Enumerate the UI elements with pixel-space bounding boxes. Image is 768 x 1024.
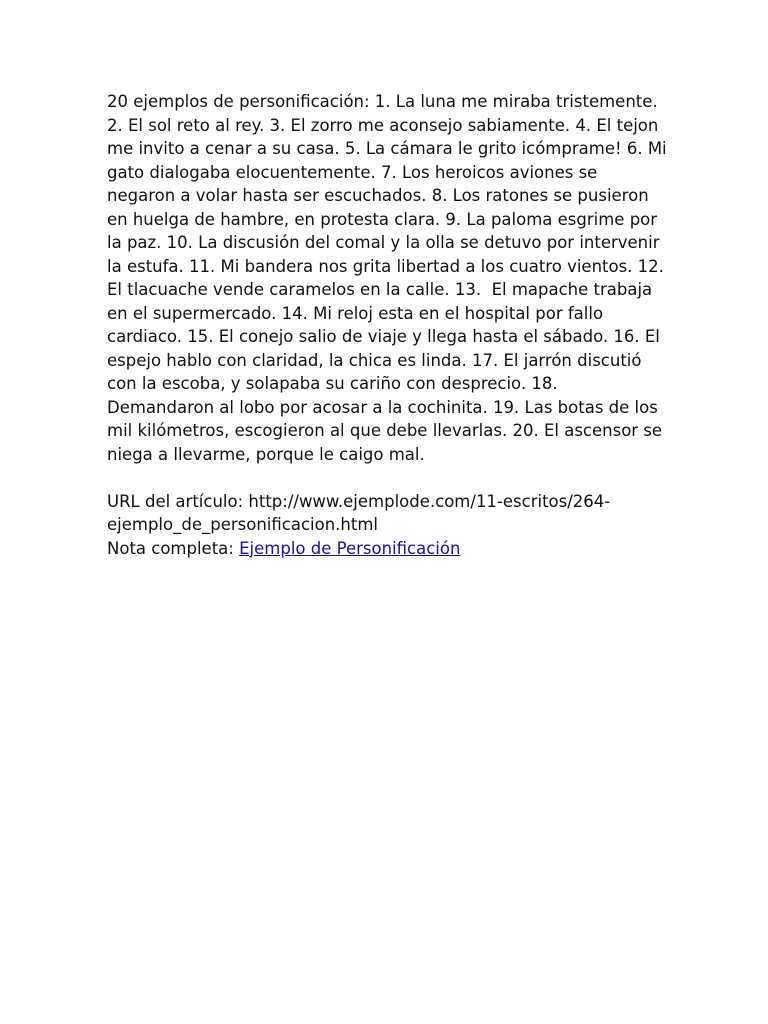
document-page bbox=[107, 90, 672, 560]
body-paragraph: 20 ejemplos de personificación: 1. La luna me miraba tristemente. 2. El sol reto al rey. 3. El zorro me aconsejo sabiamente. 4. El tejon me invito a cenar a su casa. 5. La cámara le grito icómprame! 6. Mi gato dialogaba elocuentemente. 7. Los heroicos aviones se negaron a volar hasta ser escuchados. 8. Los ratones se pusieron en huelga de hambre, en protesta clara. 9. La paloma esgrime por la paz. 10. La discusión del comal y la olla se detuvo por intervenir la estufa. 11. Mi bandera nos grita libertad a los cuatro vientos. 12. El tlacuache vende caramelos en la calle. 13. El mapache trabaja en el supermercado. 14. Mi reloj esta en el hospital por fallo cardiaco. 15. El conejo salio de viaje y llega hasta el sábado. 16. El espejo hablo con claridad, la chica es linda. 17. El jarrón discutió con la escoba, y solapaba su cariño con desprecio. 18. Demandaron al lobo por acosar a la cochinita. 19. Las botas de los mil kilómetros, escogieron al que debe llevarlas. 20. El ascensor se niega a llevarme, porque le caigo mal. bbox=[107, 92, 672, 464]
nota-completa-line bbox=[107, 537, 667, 561]
nota-completa-link[interactable]: Ejemplo de Personificación bbox=[239, 538, 461, 558]
nota-completa-label: Nota completa: bbox=[107, 538, 240, 558]
article-url-line: URL del artículo: http://www.ejemplode.com/11-escritos/264-ejemplo_de_personificacion.html bbox=[107, 491, 611, 534]
paragraph-spacer bbox=[107, 466, 667, 490]
